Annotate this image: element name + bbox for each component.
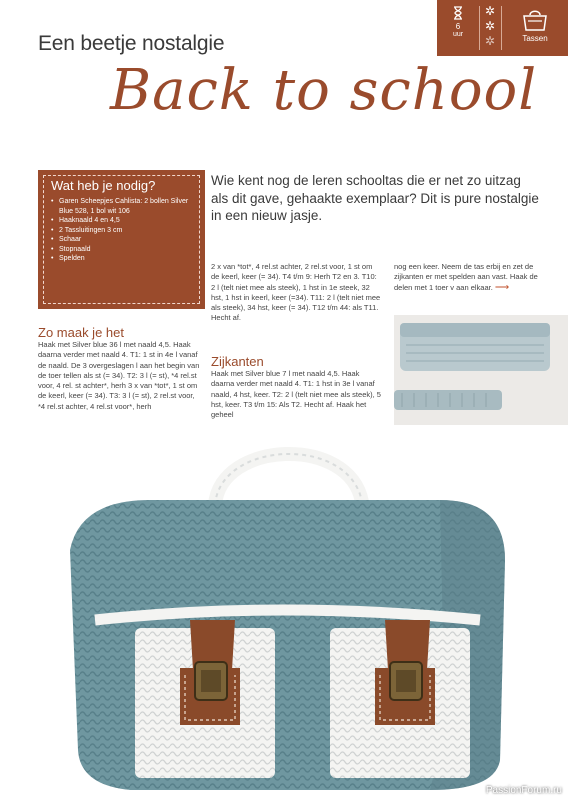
page-subtitle: Een beetje nostalgie: [38, 32, 225, 55]
page-title: Back to school: [110, 58, 538, 123]
materials-item: • Spelden: [51, 254, 196, 264]
materials-item: • Haaknaald 4 en 4,5: [51, 216, 196, 226]
intro-text: Wie kent nog de leren schooltas die er net zo uitzag als dit gave, gehaakte exemplaar? Dit is pure nostalgie in een nieuw jasje.: [211, 173, 539, 223]
bag-photo: [0, 430, 568, 800]
detail-photo: [394, 315, 568, 425]
materials-item: • Schaar: [51, 235, 196, 245]
section-heading-sides: Zijkanten: [211, 354, 264, 369]
section-heading-instructions: Zo maak je het: [38, 325, 124, 340]
materials-item: • 2 Tassluitingen 3 cm: [51, 226, 196, 236]
star-icon: ✲: [484, 19, 496, 33]
materials-list: [51, 197, 196, 264]
instructions-text: Haak met Silver blue 36 l met naald 4,5. Haak daarna verder met naald 4. T1: 1 st in 4e l vanaf de naald. De 3 overgeslagen l aan het begin van de toer tellen als st (= 34). T2: 3 l (= st), *4 rel.st voor, 4 rel. st achter*, herh 3 x van *tot*, 1 st om de keerl, keer (= 34). T3: 3 l (= st), 2 rel.st voor, *4 rel.st achter, 4 rel.st voor*, herh: [38, 340, 200, 411]
handbag-icon: [521, 6, 549, 32]
time-block: [437, 0, 479, 56]
hourglass-icon: [451, 6, 465, 20]
materials-box: [38, 170, 205, 309]
info-badge: [437, 0, 568, 56]
category-block: [502, 0, 568, 56]
sides-text: Haak met Silver blue 7 l met naald 4,5. Haak daarna verder met naald 4. T1: 1 hst in 3e l vanaf naald, 4 hst, keer. T2: 2 l (telt niet mee als steek), 5 hst, keer. T3 t/m 15: Als T2. Hecht af. Haak het geheel: [211, 369, 381, 420]
assembly-text: [394, 262, 544, 293]
time-value: 6: [455, 22, 461, 31]
materials-item: • Stopnaald: [51, 245, 196, 255]
arrow-right-icon: ⟶: [494, 281, 510, 293]
materials-heading: Wat heb je nodig?: [51, 178, 156, 193]
materials-item: • Garen Scheepjes Cahlista: 2 bollen Silver Blue 528, 1 bol wit 106: [51, 197, 196, 216]
instructions-continued: 2 x van *tot*, 4 rel.st achter, 2 rel.st voor, 1 st om de keerl, keer (= 34). T4 t/m 9: Herh T2 en 3. T10: 2 l (telt niet mee als steek), 1 hst in 1e steek, 32 hst, 1 hst in keerl, keer (=34). T11: 2 l (telt niet mee als steek), 34 hst, keer (= 34). T12 t/m 44: als T11. Hecht af.: [211, 262, 381, 323]
watermark: PassionForum.ru: [485, 785, 562, 796]
star-icon: ✲: [484, 4, 496, 18]
star-icon: ✲: [484, 34, 496, 48]
assembly-text-body: nog een keer. Neem de tas erbij en zet de zijkanten er met spelden aan vast. Haak de delen met 1 toer v aan elkaar.: [394, 262, 538, 292]
time-unit: uur: [452, 31, 464, 38]
difficulty-stars: [480, 0, 500, 56]
category-label: Tassen: [522, 34, 548, 43]
